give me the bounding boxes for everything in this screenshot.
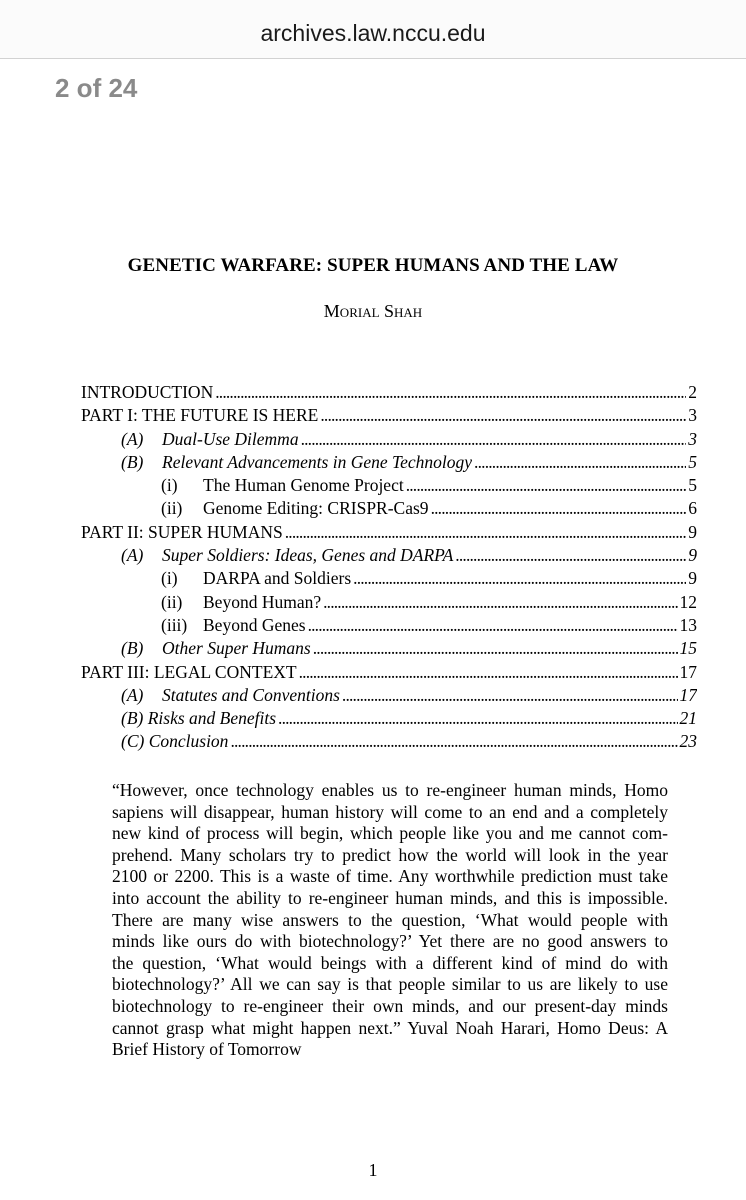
toc-entry-statutes bbox=[81, 684, 697, 707]
toc-marker: (A) bbox=[121, 545, 144, 566]
toc-leader bbox=[301, 428, 687, 451]
toc-label: Super Soldiers: Ideas, Genes and DARPA bbox=[162, 545, 454, 566]
toc-page-number: 3 bbox=[688, 405, 697, 426]
quote-line: the question, ‘What would beings with a different kind of mind do with bbox=[112, 952, 668, 973]
quote-line: cannot grasp what might happen next.” Yuval Noah Harari, Homo Deus: A bbox=[112, 1017, 668, 1038]
toc-entry-part-3 bbox=[81, 661, 697, 684]
toc-leader bbox=[431, 497, 687, 520]
toc-entry-beyond-genes bbox=[81, 614, 697, 637]
toc-page-number: 9 bbox=[688, 545, 697, 566]
toc-leader bbox=[342, 684, 678, 707]
toc-page-number: 5 bbox=[688, 451, 697, 472]
table-of-contents bbox=[81, 381, 697, 754]
toc-entry-introduction bbox=[81, 381, 697, 404]
toc-entry-super-soldiers bbox=[81, 544, 697, 567]
quote-line: “However, once technology enables us to re-engineer human minds, Homo bbox=[112, 780, 668, 800]
toc-marker: (i) bbox=[161, 568, 178, 589]
toc-leader bbox=[278, 707, 677, 730]
quote-line: biotechnology to re-engineer their own minds, and our present-day minds bbox=[112, 995, 668, 1016]
toc-marker: (i) bbox=[161, 475, 178, 496]
toc-entry-darpa-soldiers bbox=[81, 567, 697, 590]
epigraph-quote bbox=[112, 780, 668, 1061]
toc-marker: (A) bbox=[121, 684, 144, 705]
toc-page-number: 9 bbox=[688, 568, 697, 589]
quote-line: new kind of process will begin, which people like you and me cannot com- bbox=[112, 823, 668, 844]
toc-label: PART I: THE FUTURE IS HERE bbox=[81, 405, 319, 426]
toc-leader bbox=[406, 474, 687, 497]
toc-page-number: 5 bbox=[688, 475, 697, 496]
page-counter: 2 of 24 bbox=[55, 73, 138, 103]
toc-page-number: 3 bbox=[688, 428, 697, 449]
toc-entry-beyond-human bbox=[81, 591, 697, 614]
toc-marker: (ii) bbox=[161, 591, 183, 612]
toc-leader bbox=[313, 637, 678, 660]
toc-leader bbox=[320, 404, 686, 427]
toc-label: INTRODUCTION bbox=[81, 382, 214, 402]
toc-page-number: 21 bbox=[679, 708, 697, 729]
toc-leader bbox=[308, 614, 678, 637]
toc-marker: (iii) bbox=[161, 614, 188, 635]
quote-line: 2100 or 2200. This is a waste of time. Any worthwhile prediction must take bbox=[112, 866, 668, 887]
toc-page-number: 23 bbox=[679, 731, 697, 752]
toc-label: Dual-Use Dilemma bbox=[162, 428, 299, 449]
toc-leader bbox=[285, 521, 687, 544]
toc-marker: (ii) bbox=[161, 498, 183, 519]
domain-label[interactable]: archives.law.nccu.edu bbox=[260, 20, 486, 46]
toc-page-number: 2 bbox=[688, 382, 697, 402]
toc-leader bbox=[353, 567, 686, 590]
toc-leader bbox=[215, 381, 686, 404]
page-number: 1 bbox=[368, 1160, 378, 1180]
toc-page-number: 9 bbox=[688, 521, 697, 542]
toc-page-number: 12 bbox=[679, 591, 697, 612]
toc-label: Genome Editing: CRISPR-Cas9 bbox=[203, 498, 429, 519]
toc-label: (B) Risks and Benefits bbox=[121, 708, 277, 729]
document-title: GENETIC WARFARE: SUPER HUMANS AND THE LAW bbox=[127, 255, 619, 276]
toc-label: Beyond Human? bbox=[203, 591, 322, 612]
quote-line: into account the ability to re-engineer human minds, and this is impossible. bbox=[112, 887, 668, 908]
toc-entry-gene-technology bbox=[81, 451, 697, 474]
toc-leader bbox=[455, 544, 686, 567]
browser-address-bar[interactable] bbox=[0, 0, 746, 59]
toc-entry-conclusion bbox=[81, 730, 697, 753]
toc-label: Statutes and Conventions bbox=[162, 684, 340, 705]
quote-line: prehend. Many scholars try to predict how the world will look in the year bbox=[112, 844, 668, 865]
document-author: Morial Shah bbox=[323, 301, 423, 321]
toc-label: The Human Genome Project bbox=[203, 475, 404, 496]
quote-line: Brief History of Tomorrow bbox=[112, 1039, 302, 1060]
toc-leader bbox=[230, 730, 677, 753]
toc-page-number: 6 bbox=[688, 498, 697, 519]
toc-page-number: 13 bbox=[679, 614, 697, 635]
toc-entry-other-super-humans bbox=[81, 637, 697, 660]
toc-label: Beyond Genes bbox=[203, 614, 306, 635]
toc-entry-dual-use-dilemma bbox=[81, 428, 697, 451]
toc-leader bbox=[323, 591, 677, 614]
toc-page-number: 15 bbox=[679, 638, 697, 659]
toc-entry-genome-editing bbox=[81, 497, 697, 520]
quote-line: minds like ours do with biotechnology?’ Yet there are no good answers to bbox=[112, 931, 668, 952]
toc-marker: (A) bbox=[121, 428, 144, 449]
quote-line: sapiens will disappear, human history will come to an end and a completely bbox=[112, 801, 668, 822]
toc-page-number: 17 bbox=[679, 684, 697, 705]
toc-leader bbox=[299, 661, 678, 684]
toc-entry-human-genome-project bbox=[81, 474, 697, 497]
toc-label: PART II: SUPER HUMANS bbox=[81, 521, 283, 542]
toc-leader bbox=[474, 451, 686, 474]
toc-entry-risks-benefits bbox=[81, 707, 697, 730]
toc-entry-part-2 bbox=[81, 521, 697, 544]
quote-line: biotechnology?’ All we can say is that people similar to us are likely to use bbox=[112, 974, 668, 995]
toc-label: DARPA and Soldiers bbox=[203, 568, 352, 589]
quote-line: There are many wise answers to the question, ‘What would people with bbox=[112, 909, 668, 930]
toc-marker: (B) bbox=[121, 451, 144, 472]
toc-label: PART III: LEGAL CONTEXT bbox=[81, 661, 297, 682]
toc-marker: (B) bbox=[121, 638, 144, 659]
toc-label: Other Super Humans bbox=[162, 638, 311, 659]
toc-page-number: 17 bbox=[679, 661, 697, 682]
toc-label: (C) Conclusion bbox=[121, 731, 229, 752]
toc-label: Relevant Advancements in Gene Technology bbox=[162, 451, 473, 472]
toc-entry-part-1 bbox=[81, 404, 697, 427]
